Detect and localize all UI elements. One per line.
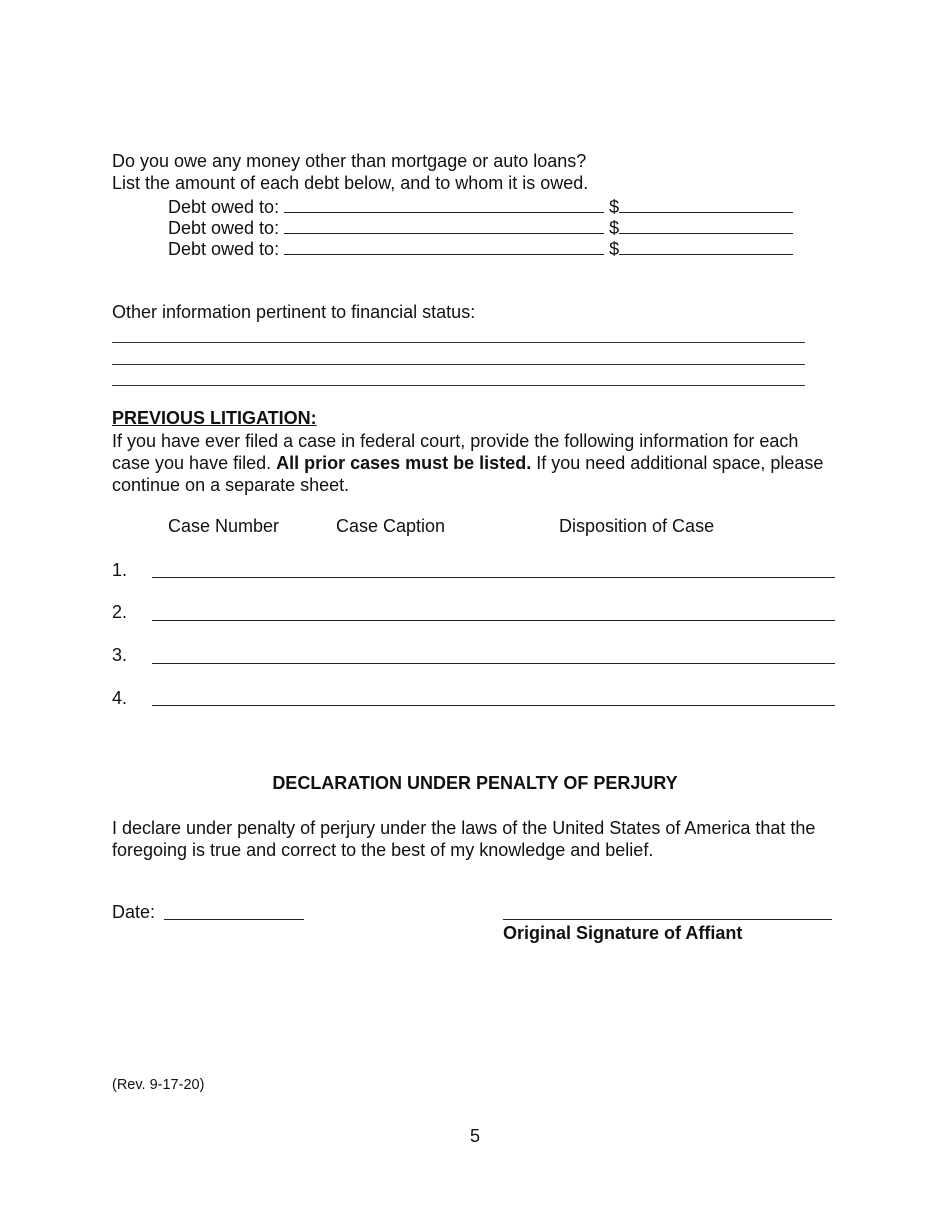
other-info-line[interactable] bbox=[112, 385, 805, 386]
litigation-intro-text: If you have ever filed a case in federal court, provide the following information for each case you have filed. bbox=[112, 431, 799, 473]
debt-amount-field[interactable] bbox=[619, 216, 793, 234]
litigation-heading: PREVIOUS LITIGATION: bbox=[112, 408, 317, 428]
debts-instruction: List the amount of each debt below, and to whom it is owed. bbox=[112, 173, 589, 193]
column-header-case-number: Case Number bbox=[168, 516, 280, 536]
date-label: Date: bbox=[112, 902, 156, 922]
declaration-heading: DECLARATION UNDER PENALTY OF PERJURY bbox=[272, 773, 678, 793]
other-info-line[interactable] bbox=[112, 342, 805, 343]
debt-row-label: Debt owed to: bbox=[168, 197, 280, 217]
signature-line[interactable] bbox=[503, 919, 832, 920]
debt-currency: $ bbox=[609, 218, 620, 238]
other-info-label: Other information pertinent to financial status: bbox=[112, 302, 476, 322]
debt-currency: $ bbox=[609, 197, 620, 217]
debt-creditor-field[interactable] bbox=[284, 195, 604, 213]
debt-currency: $ bbox=[609, 239, 620, 259]
debt-amount-field[interactable] bbox=[619, 195, 793, 213]
debt-creditor-field[interactable] bbox=[284, 216, 604, 234]
revision-note: (Rev. 9-17-20) bbox=[112, 1077, 205, 1093]
case-row-number: 3. bbox=[112, 645, 128, 665]
debts-question: Do you owe any money other than mortgage or auto loans? bbox=[112, 151, 587, 171]
litigation-intro-continuation: If you need additional space, please continue on a separate sheet. bbox=[112, 453, 824, 495]
debt-creditor-field[interactable] bbox=[284, 237, 604, 255]
declaration-text: I declare under penalty of perjury under the laws of the United States of America that the foregoing is true and correct to the best of my knowledge and belief. bbox=[112, 818, 816, 860]
case-row-number: 4. bbox=[112, 688, 128, 708]
case-entry-line[interactable] bbox=[152, 620, 835, 621]
case-row-number: 2. bbox=[112, 602, 128, 622]
debt-row bbox=[168, 216, 793, 239]
case-row-number: 1. bbox=[112, 560, 128, 580]
debt-row bbox=[168, 195, 793, 218]
debt-amount-field[interactable] bbox=[619, 237, 793, 255]
signature-label: Original Signature of Affiant bbox=[503, 923, 743, 943]
date-field[interactable] bbox=[164, 919, 304, 920]
case-entry-line[interactable] bbox=[152, 705, 835, 706]
debt-row bbox=[168, 237, 793, 260]
debt-row-label: Debt owed to: bbox=[168, 239, 280, 259]
litigation-intro-emphasis: All prior cases must be listed. bbox=[276, 453, 532, 473]
case-entry-line[interactable] bbox=[152, 663, 835, 664]
debt-row-label: Debt owed to: bbox=[168, 218, 280, 238]
case-entry-line[interactable] bbox=[152, 577, 835, 578]
column-header-case-caption: Case Caption bbox=[336, 516, 446, 536]
page-number: 5 bbox=[469, 1126, 480, 1146]
litigation-intro bbox=[112, 430, 832, 496]
column-header-disposition: Disposition of Case bbox=[559, 516, 715, 536]
other-info-line[interactable] bbox=[112, 364, 805, 365]
